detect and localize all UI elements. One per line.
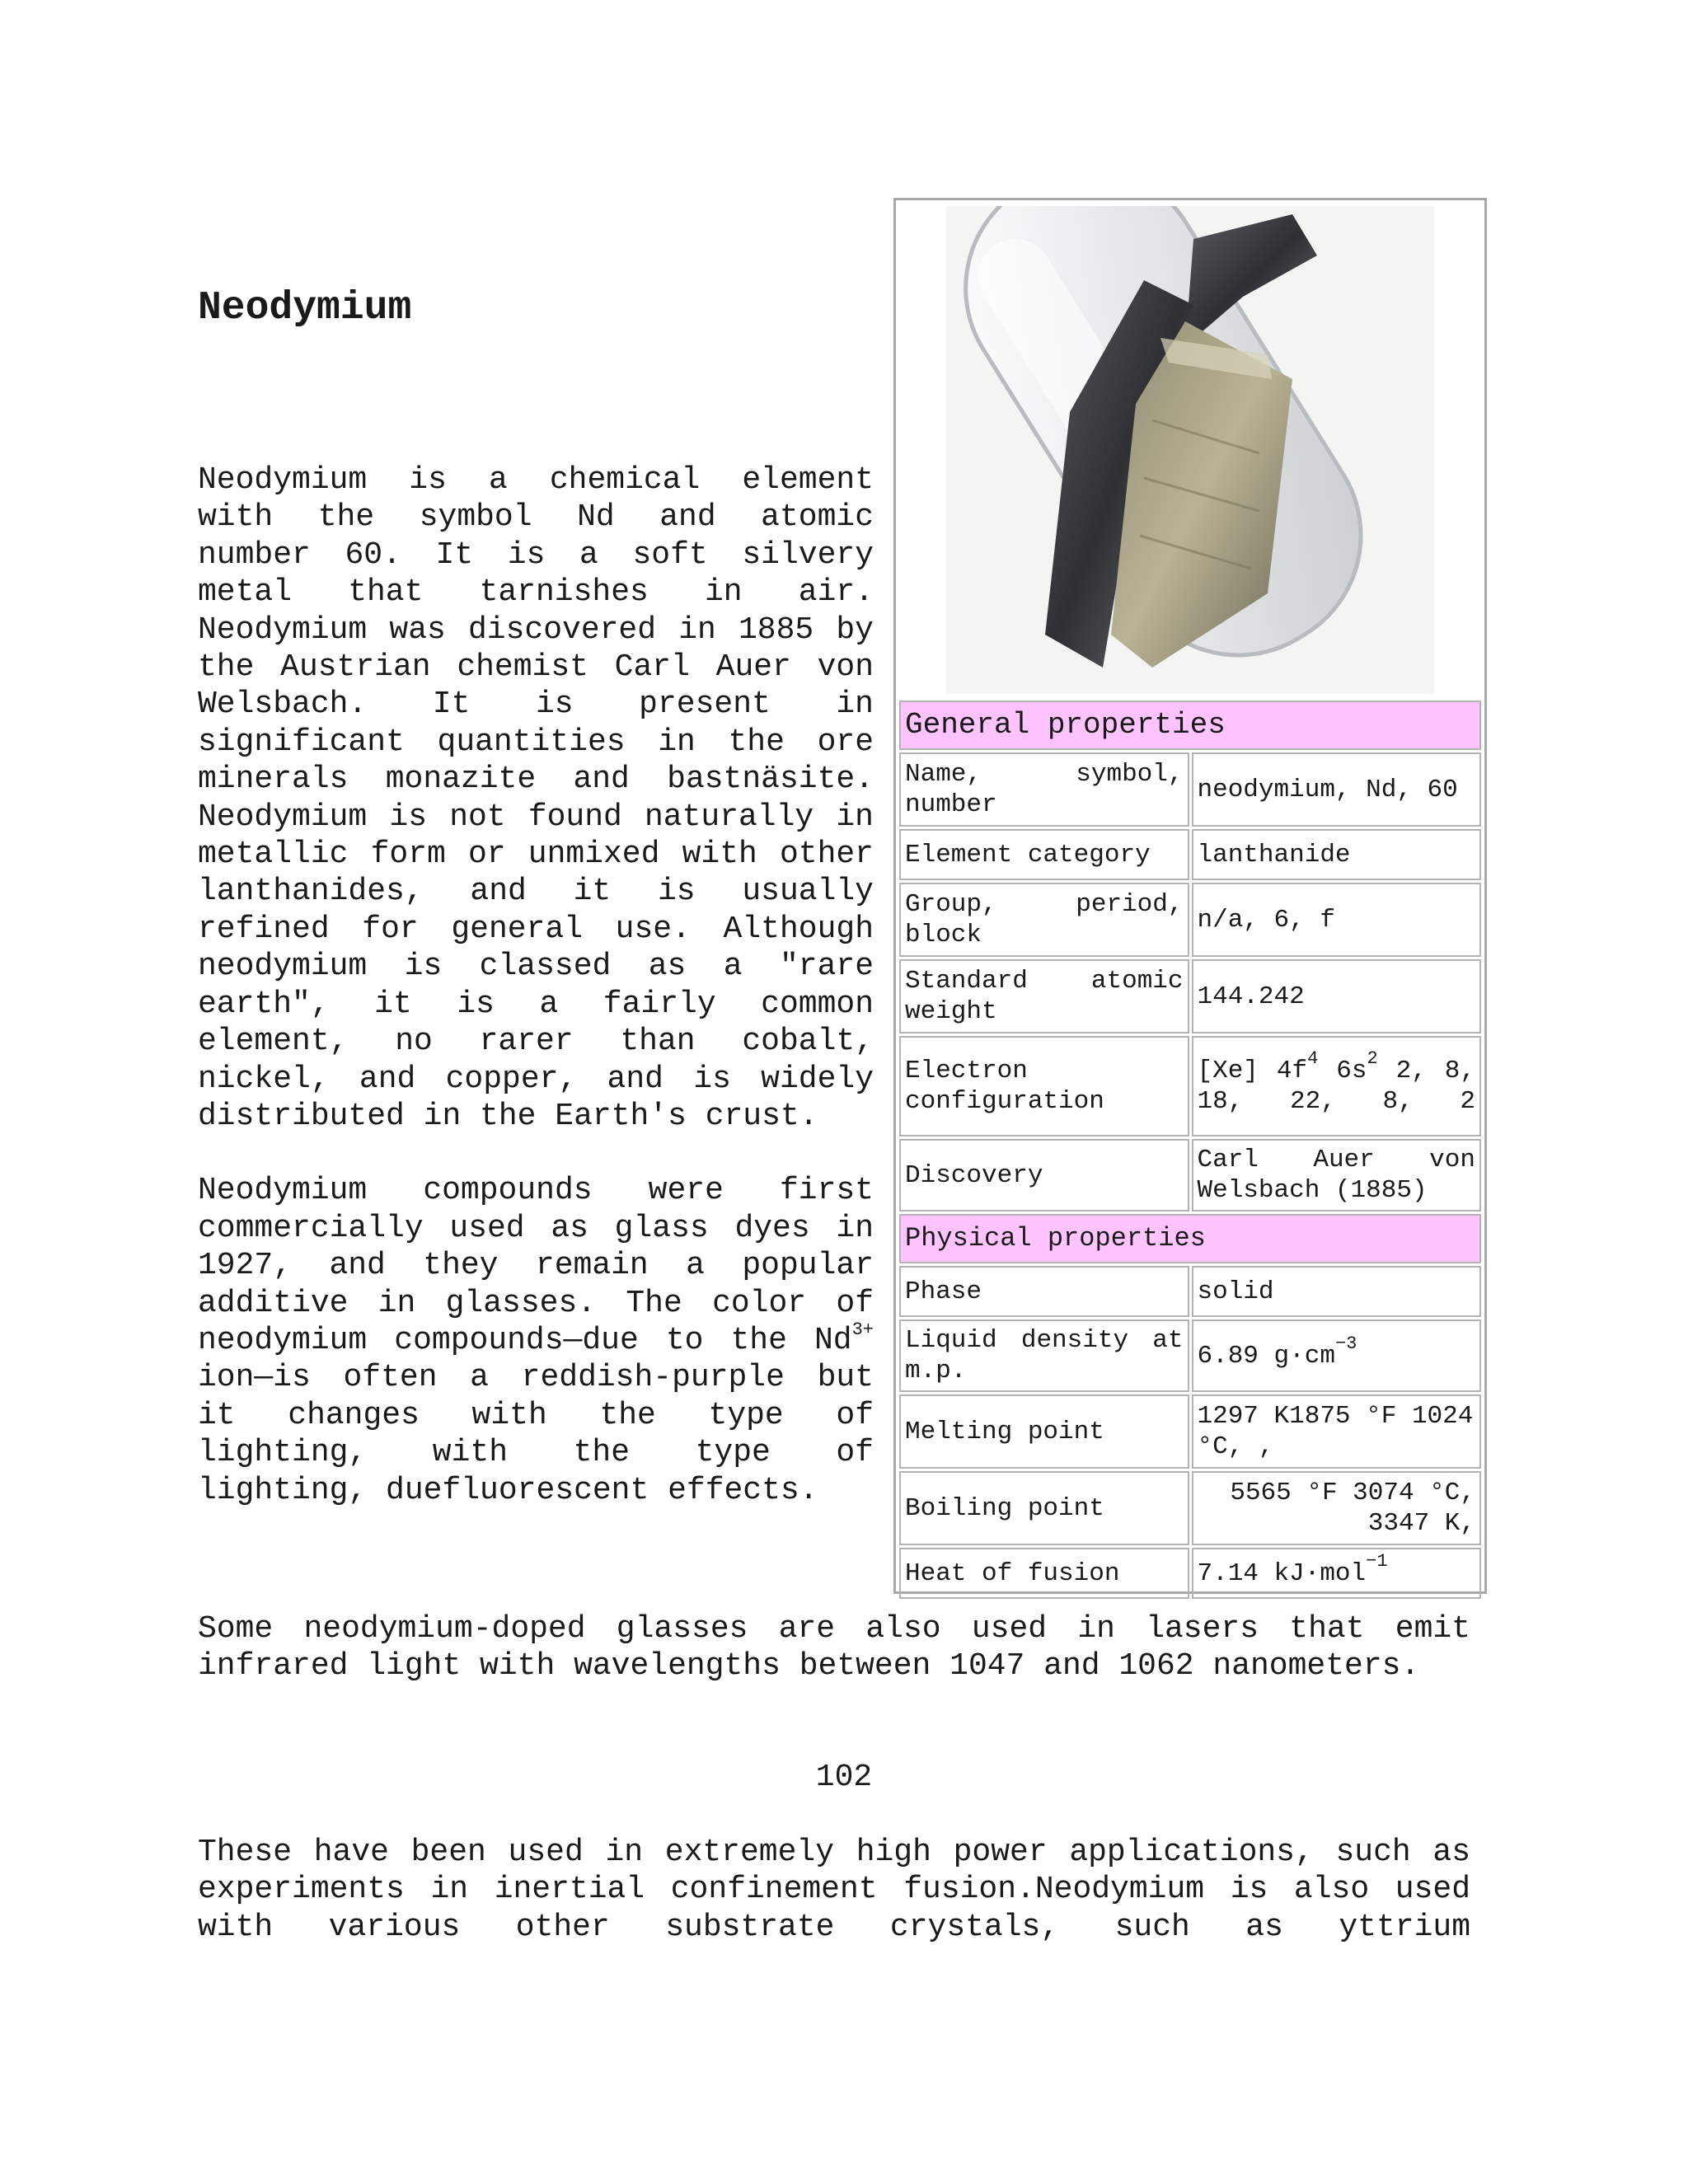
article-title: Neodymium (198, 286, 412, 330)
weight-label: Standard atomic weight (899, 959, 1189, 1033)
name-label: Name, symbol, number (899, 752, 1189, 827)
table-row (899, 883, 1481, 957)
name-value: neodymium, Nd, 60 (1192, 752, 1482, 827)
liquid-density-value (1192, 1319, 1482, 1392)
melting-point-value: 1297 K1875 °F 1024 °C, , (1192, 1394, 1482, 1469)
phase-value: solid (1192, 1266, 1482, 1317)
heat-of-fusion-value (1192, 1548, 1482, 1599)
group-label: Group, period, block (899, 883, 1189, 957)
element-infobox (893, 198, 1487, 1594)
group-value: n/a, 6, f (1192, 883, 1482, 957)
table-row (899, 1139, 1481, 1212)
melting-point-label: Melting point (899, 1394, 1189, 1469)
boiling-point-value: 5565 °F 3074 °C, 3347 K, (1192, 1471, 1482, 1545)
table-row (899, 1394, 1481, 1469)
table-row (899, 1266, 1481, 1317)
electron-config-value (1192, 1036, 1482, 1137)
ion-charge: 3+ (851, 1319, 874, 1340)
lasers-paragraph: Some neodymium-doped glasses are also used in lasers that emit infrared light with wavelengths between 1047 and 1062 nanometers. (198, 1611, 1470, 1685)
table-row (899, 959, 1481, 1033)
category-value: lanthanide (1192, 829, 1482, 880)
test-tube-illustration (946, 206, 1434, 694)
table-row (899, 1319, 1481, 1392)
properties-table (897, 698, 1484, 1601)
econf-6s-sup: 2 (1367, 1048, 1378, 1069)
intro-paragraph: Neodymium is a chemical element with the symbol Nd and atomic number 60. It is a soft silvery metal that tarnishes in air. Neodymium was discovered in 1885 by the Austrian chemist Carl Auer von Welsbach. It is present in significant quantities in the ore minerals monazite and bastnäsite. Neodymium is not found naturally in metallic form or unmixed with other lanthanides, and it is usually refined for general use. Although neodymium is classed as a "rare earth", it is a fairly common element, no rarer than cobalt, nickel, and copper, and is widely distributed in the Earth's crust. (198, 462, 874, 1134)
page-number: 102 (815, 1760, 873, 1795)
ld-number: 6.89 g·cm (1197, 1341, 1335, 1371)
compounds-text-b: ion—is often a reddish-purple but it changes with the type of lighting, with the type of lighting, duefluorescent effects. (198, 1360, 874, 1508)
section-header-general (899, 701, 1481, 750)
physical-properties-heading: Physical properties (899, 1214, 1481, 1263)
weight-value: 144.242 (1192, 959, 1482, 1033)
table-row (899, 829, 1481, 880)
table-row (899, 1036, 1481, 1137)
lead-column (198, 462, 874, 1546)
section-header-physical (899, 1214, 1481, 1263)
neodymium-sample-image (946, 206, 1434, 694)
econf-shells: 2, 8, 18, 22, 8, 2 (1197, 1057, 1475, 1116)
econf-xe: [Xe] (1197, 1057, 1259, 1085)
liquid-density-label: Liquid density at m.p. (899, 1319, 1189, 1392)
ld-exponent: −3 (1334, 1333, 1357, 1354)
table-row (899, 1548, 1481, 1599)
table-row (899, 752, 1481, 827)
compounds-text-a: Neodymium compounds were first commercially used as glass dyes in 1927, and they remain a popular additive in glasses. The color of neodymium compounds—due to the Nd (198, 1173, 874, 1358)
econf-4f-sup: 4 (1307, 1048, 1319, 1069)
electron-config-label: Electron configuration (899, 1036, 1189, 1137)
econf-6s: 6s (1336, 1057, 1367, 1085)
heat-of-fusion-label: Heat of fusion (899, 1548, 1189, 1599)
boiling-point-label: Boiling point (899, 1471, 1189, 1545)
econf-4f: 4f (1276, 1057, 1308, 1085)
category-label: Element category (899, 829, 1189, 880)
general-properties-heading: General properties (899, 701, 1481, 750)
hf-exponent: −1 (1366, 1550, 1388, 1572)
table-row (899, 1471, 1481, 1545)
discovery-label: Discovery (899, 1139, 1189, 1212)
discovery-value: Carl Auer von Welsbach (1885) (1192, 1139, 1482, 1212)
compounds-paragraph (198, 1172, 874, 1509)
hf-number: 7.14 kJ·mol (1197, 1558, 1367, 1588)
phase-label: Phase (899, 1266, 1189, 1317)
applications-paragraph: These have been used in extremely high power applications, such as experiments in inertial confinement fusion.Neodymium is also used with various other substrate crystals, such as yttrium (198, 1835, 1470, 1945)
